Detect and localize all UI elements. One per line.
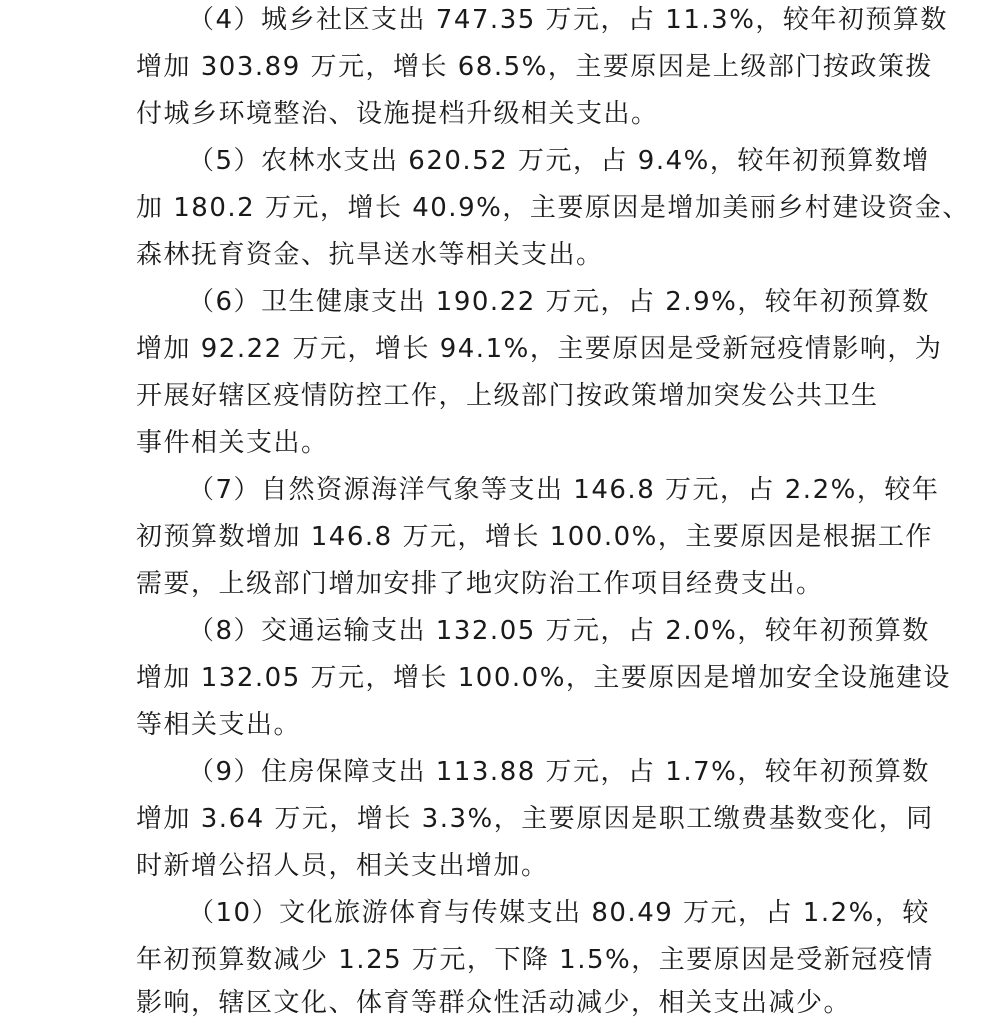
paragraph-line: 等相关支出。 <box>136 710 302 740</box>
paragraph-line: 开展好辖区疫情防控工作，上级部门按政策增加突发公共卫生 <box>136 381 879 411</box>
paragraph-line: 增加 132.05 万元，增长 100.0%，主要原因是增加安全设施建设 <box>136 663 951 693</box>
paragraph-line: （7）自然资源海洋气象等支出 146.8 万元，占 2.2%，较年 <box>188 475 940 505</box>
paragraph-line: 付城乡环境整治、设施提档升级相关支出。 <box>136 99 659 129</box>
paragraph-line: （10）文化旅游体育与传媒支出 80.49 万元，占 1.2%，较 <box>188 898 930 928</box>
paragraph-line: （9）住房保障支出 113.88 万元，占 1.7%，较年初预算数 <box>188 757 930 787</box>
paragraph-line: 事件相关支出。 <box>136 428 329 458</box>
paragraph-line: 需要，上级部门增加安排了地灾防治工作项目经费支出。 <box>136 569 824 599</box>
paragraph-line: （8）交通运输支出 132.05 万元，占 2.0%，较年初预算数 <box>188 616 930 646</box>
paragraph-line: 增加 303.89 万元，增长 68.5%，主要原因是上级部门按政策拨 <box>136 52 933 82</box>
paragraph-line: 年初预算数减少 1.25 万元，下降 1.5%，主要原因是受新冠疫情 <box>136 945 934 975</box>
paragraph-line: 增加 3.64 万元，增长 3.3%，主要原因是职工缴费基数变化，同 <box>136 804 934 834</box>
paragraph-line: 加 180.2 万元，增长 40.9%，主要原因是增加美丽乡村建设资金、 <box>136 193 970 223</box>
paragraph-line: （5）农林水支出 620.52 万元，占 9.4%，较年初预算数增 <box>188 146 930 176</box>
paragraph-line: （4）城乡社区支出 747.35 万元，占 11.3%，较年初预算数 <box>188 5 948 35</box>
paragraph-line: 影响，辖区文化、体育等群众性活动减少，相关支出减少。 <box>136 988 852 1018</box>
paragraph-line: 增加 92.22 万元，增长 94.1%，主要原因是受新冠疫情影响，为 <box>136 334 943 364</box>
paragraph-line: 时新增公招人员，相关支出增加。 <box>136 851 549 881</box>
paragraph-line: 初预算数增加 146.8 万元，增长 100.0%，主要原因是根据工作 <box>136 522 933 552</box>
paragraph-line: 森林抚育资金、抗旱送水等相关支出。 <box>136 240 604 270</box>
paragraph-line: （6）卫生健康支出 190.22 万元，占 2.9%，较年初预算数 <box>188 287 930 317</box>
